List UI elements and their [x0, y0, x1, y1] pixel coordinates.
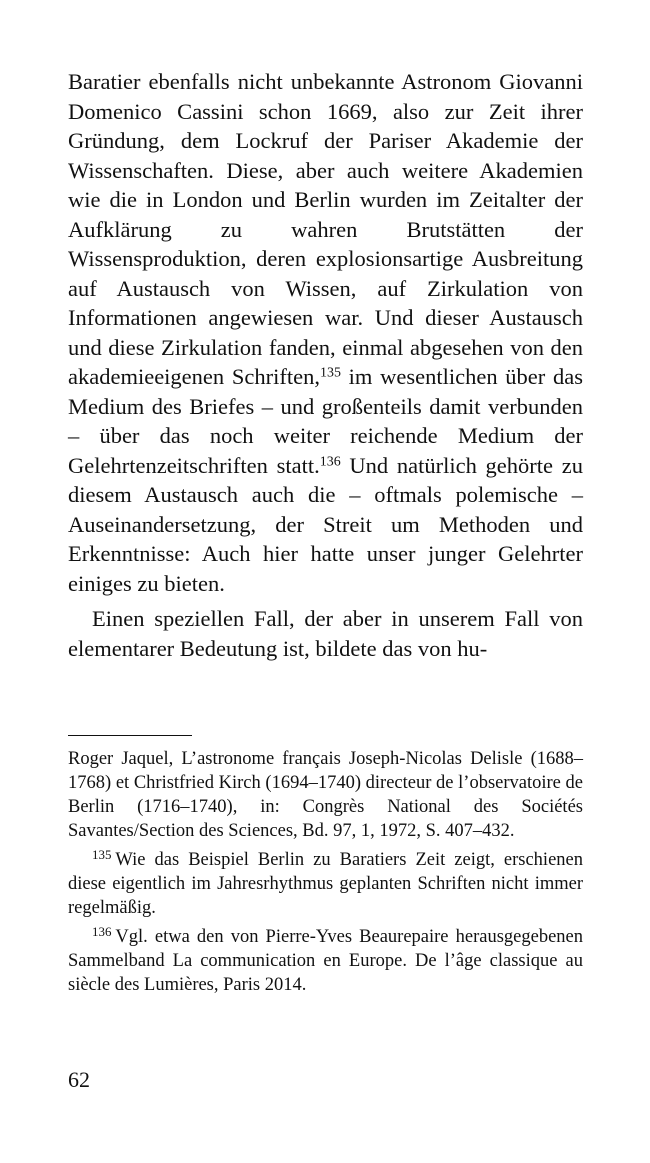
footnote-reference[interactable]: 135: [320, 365, 341, 381]
paragraph-text: Und natürlich gehörte zu diesem Austausch auch die – oftmals polemische – Auseinandersetzung, der Streit um Methoden und Erkenntnisse: Auch hier hatte unser junger Gelehrter einiges zu bieten.: [68, 452, 583, 596]
page-number: 62: [68, 1067, 90, 1092]
footnote-136: [68, 925, 583, 997]
footnote-text: Wie das Beispiel Berlin zu Baratiers Zeit zeigt, erschienen diese eigentlich im Jahresrhythmus geplanten Schriften nicht immer regelmäßig.: [68, 850, 583, 918]
footnote-reference[interactable]: 136: [319, 453, 341, 469]
footnote-number: 136: [92, 924, 112, 940]
footnote-separator: [68, 735, 192, 736]
body-paragraph: Einen speziellen Fall, der aber in unserem Fall von elementarer Bedeutung ist, bildete das von hu-: [68, 606, 583, 661]
paragraph-text: Baratier ebenfalls nicht unbekannte Astronom Giovanni Domenico Cassini schon 1669, also zur Zeit ihrer Gründung, dem Lockruf der Pariser Akademie der Wissenschaften. Diese, aber auch weitere Akademien wie die in London und Berlin wurden im Zeitalter der Aufklärung zu wahren Brutstätten der Wissensproduktion, deren explosionsartige Ausbreitung auf Austausch von Wissen, auf Zirkulation von Informationen angewiesen war. Und dieser Austausch und diese Zirkulation fanden, einmal abgesehen von den akademieeigenen Schriften,: [68, 69, 583, 389]
footnote-number: 135: [92, 847, 112, 863]
main-text: [68, 67, 583, 663]
footnote-continued: Roger Jaquel, L’astronome français Joseph-Nicolas Delisle (1688–1768) et Christfried Kirch (1694–1740) directeur de l’observatoire de Berlin (1716–1740), in: Congrès National des Sociétés Savantes/Section des Sciences, Bd. 97, 1, 1972, S. 407–432.: [68, 749, 583, 841]
footnotes: [68, 747, 583, 997]
footnote-135: [68, 848, 583, 920]
footnote-text: Vgl. etwa den von Pierre-Yves Beaurepaire herausgegebenen Sammelband La communication en Europe. De l’âge classique au siècle des Lumières, Paris 2014.: [68, 927, 583, 995]
paragraph-text: im wesentlichen über das Medium des Briefes – und großenteils damit verbunden – über das noch weiter reichende Medium der Gelehrtenzeitschriften statt.: [68, 364, 583, 478]
body-paragraph: [68, 67, 583, 598]
